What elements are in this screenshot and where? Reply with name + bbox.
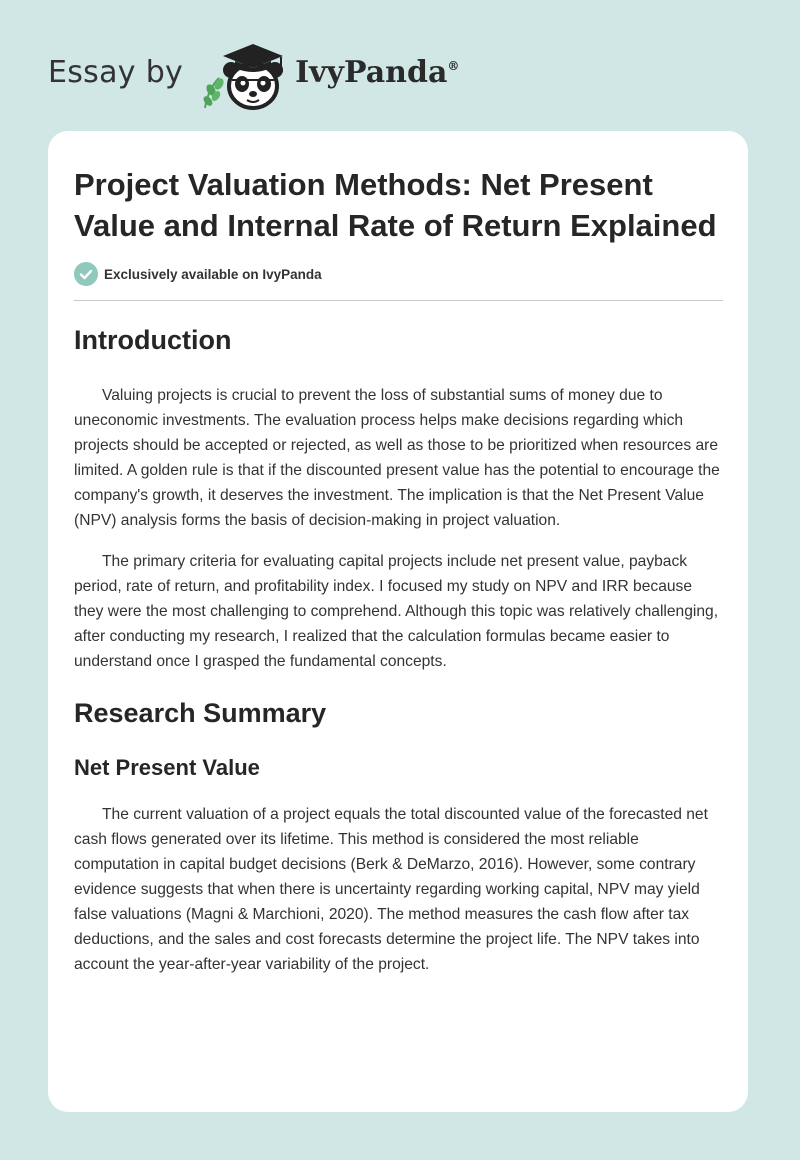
panda-graduate-logo-icon [197,30,293,114]
registered-mark: ® [447,58,460,73]
essay-content [74,164,723,977]
page-title: Project Valuation Methods: Net Present Value and Internal Rate of Return Explained [74,167,717,243]
paragraph: The current valuation of a project equals the total discounted value of the forecasted net cash flows generated over its lifetime. This method is considered the most reliable computation in capital budget decisions (Berk & DeMarzo, 2016). However, some contrary evidence suggests that when there is uncertainty regarding working capital, NPV may yield false valuations (Magni & Marchioni, 2020). The method measures the cash flow after tax deductions, and the sales and cost forecasts determine the project life. The NPV takes into account the year-after-year variability of the project. [74,806,708,973]
brand-name: IvyPanda® [295,54,460,90]
paragraph: Valuing projects is crucial to prevent the loss of substantial sums of money due to uneconomic investments. The evaluation process helps make decisions regarding which projects should be accepted or rejected, as well as those to be prioritized when resources are limited. A golden rule is that if the discounted present value has the potential to encourage the company's growth, it deserves the investment. The implication is that the Net Present Value (NPV) analysis forms the basis of decision-making in project valuation. [74,387,720,529]
essay-card [48,131,748,1112]
brand-prefix: Essay by [48,54,184,90]
section-heading-introduction: Introduction [74,325,232,355]
exclusive-label: Exclusively available on IvyPanda [104,266,322,282]
exclusive-badge [74,262,723,286]
brand-header [48,30,508,114]
check-badge-icon [74,262,98,286]
title-divider [74,300,723,301]
section-heading-research-summary: Research Summary [74,698,327,728]
paragraph: The primary criteria for evaluating capital projects include net present value, payback period, rate of return, and profitability index. I focused my study on NPV and IRR because they were the most challenging to comprehend. Although this topic was relatively challenging, after conducting my research, I realized that the calculation formulas became easier to understand once I grasped the fundamental concepts. [74,553,719,670]
subsection-heading-npv: Net Present Value [74,755,260,780]
